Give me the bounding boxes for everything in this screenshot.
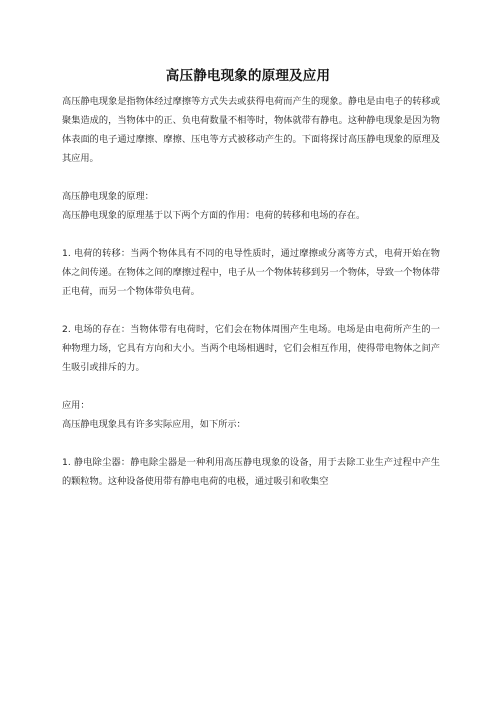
application-item-1: 1. 静电除尘器：静电除尘器是一种利用高压静电现象的设备，用于去除工业生产过程中产生的颗粒物。这种设备使用带有静电电荷的电极，通过吸引和收集空 [62, 457, 440, 487]
spacer [62, 377, 440, 396]
principle-heading: 高压静电现象的原理： [62, 191, 154, 202]
intro-paragraph: 高压静电现象是指物体经过摩擦等方式失去或获得电荷而产生的现象。静电是由电子的转移或聚集造成的，当物体中的正、负电荷数量不相等时，物体就带有静电。这种静电现象是因为物体表面的电子通过摩擦、摩擦、压电等方式被移动产生的。下面将探讨高压静电现象的原理及其应用。 [62, 96, 440, 164]
principle-intro-paragraph: 高压静电现象的原理基于以下两个方面的作用：电荷的转移和电场的存在。 [62, 210, 366, 221]
spacer [62, 301, 440, 320]
spacer [62, 434, 440, 453]
principle-item-1: 1. 电荷的转移：当两个物体具有不同的电导性质时，通过摩擦或分离等方式，电荷开始在物体之间传递。在物体之间的摩擦过程中，电子从一个物体转移到另一个物体，导致一个物体带正电荷，而另一个物体带负电荷。 [62, 248, 440, 297]
document-title: 高压静电现象的原理及应用 [165, 68, 331, 84]
document-body [62, 92, 440, 491]
spacer [62, 168, 440, 187]
principle-item-2: 2. 电场的存在：当物体带有电荷时，它们会在物体周围产生电场。电场是由电荷所产生的一种物理力场，它具有方向和大小。当两个电场相遇时，它们会相互作用，使得带电物体之间产生吸引或排斥的力。 [62, 324, 440, 373]
application-intro-paragraph: 高压静电现象具有许多实际应用，如下所示： [62, 419, 246, 430]
application-heading: 应用： [62, 400, 90, 411]
spacer [62, 225, 440, 244]
